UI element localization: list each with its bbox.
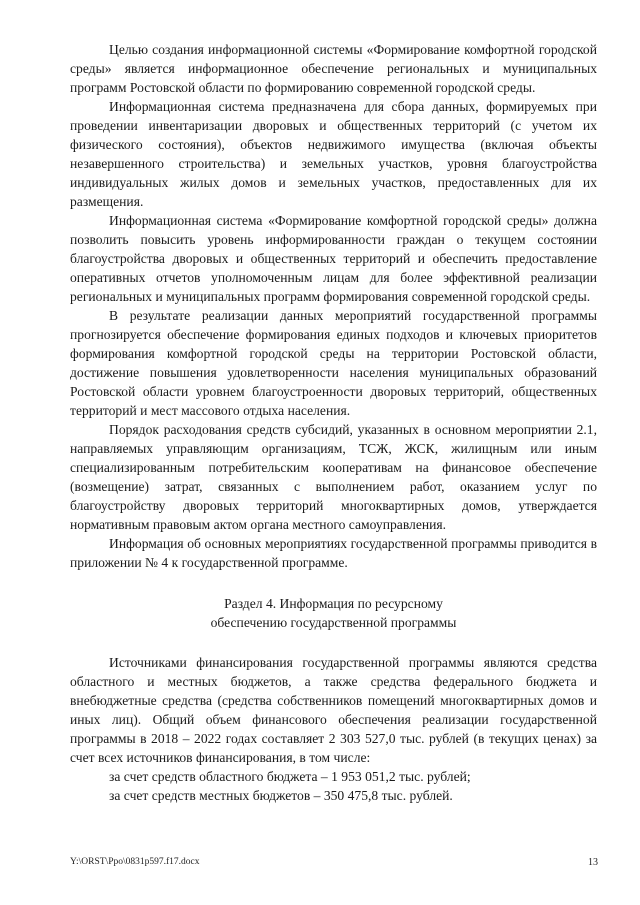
list-item-regional-budget: за счет средств областного бюджета – 1 953 051,2 тыс. рублей; [109, 769, 471, 784]
section-heading [70, 594, 597, 632]
paragraph-funding-sources: Источниками финансирования государственной программы являются средства областного и местных бюджетов, а также средства федерального бюджета и внебюджетные средства (средства собственников помещений многоквартирных домов и иных лиц). Общий объем финансового обеспечения реализации государственной программы в 2018 – 2022 годах составляет 2 303 527,0 тыс. рублей (в текущих ценах) за счет всех источников финансирования, в том числе: [70, 655, 597, 765]
section-heading-line-1: Раздел 4. Информация по ресурсному [224, 596, 443, 611]
paragraph-subsidy-procedure: Порядок расходования средств субсидий, указанных в основном мероприятии 2.1, направляемых управляющим организациям, ТСЖ, ЖСК, жилищным или иным специализированным потребительским кооперативам на финансовое обеспечение (возмещение) затрат, связанных с выполнением работ, оказанием услуг по благоустройству дворовых территорий многоквартирных домов, утверждается нормативным правовым актом органа местного самоуправления. [70, 422, 597, 532]
footer-page-number: 13 [588, 857, 598, 868]
list-item-local-budget: за счет средств местных бюджетов – 350 475,8 тыс. рублей. [109, 788, 453, 803]
paragraph-purpose: Целью создания информационной системы «Формирование комфортной городской среды» является информационное обеспечение региональных и муниципальных программ Ростовской области по формированию современной городской среды. [70, 42, 597, 95]
section-heading-line-2: обеспечению государственной программы [210, 615, 457, 630]
paragraph-appendix-reference: Информация об основных мероприятиях государственной программы приводится в приложении № 4 к государственной программе. [70, 536, 597, 570]
paragraph-awareness: Информационная система «Формирование комфортной городской среды» должна позволить повысить уровень информированности граждан о текущем состоянии благоустройства дворовых и общественных территорий и обеспечить предоставление оперативных отчетов уполномоченным лицам для более эффективной реализации региональных и муниципальных программ формирования современной городской среды. [70, 213, 597, 304]
document-page [70, 40, 597, 805]
paragraph-system-purpose: Информационная система предназначена для сбора данных, формируемых при проведении инвентаризации дворовых и общественных территорий (с учетом их физического состояния), объектов недвижимого имущества (включая объекты незавершенного строительства) и земельных участков, уровня благоустройства индивидуальных жилых домов и земельных участков, предоставленных для их размещения. [70, 99, 597, 209]
footer-file-path: Y:\ORST\Ppo\0831p597.f17.docx [70, 857, 200, 867]
paragraph-results: В результате реализации данных мероприятий государственной программы прогнозируется обеспечение формирования единых подходов и ключевых приоритетов формирования комфортной городской среды на территории Ростовской области, достижение повышения удовлетворенности населения муниципальных образований Ростовской области уровнем благоустроенности дворовых территорий, общественных территорий и мест массового отдыха населения. [70, 308, 597, 418]
